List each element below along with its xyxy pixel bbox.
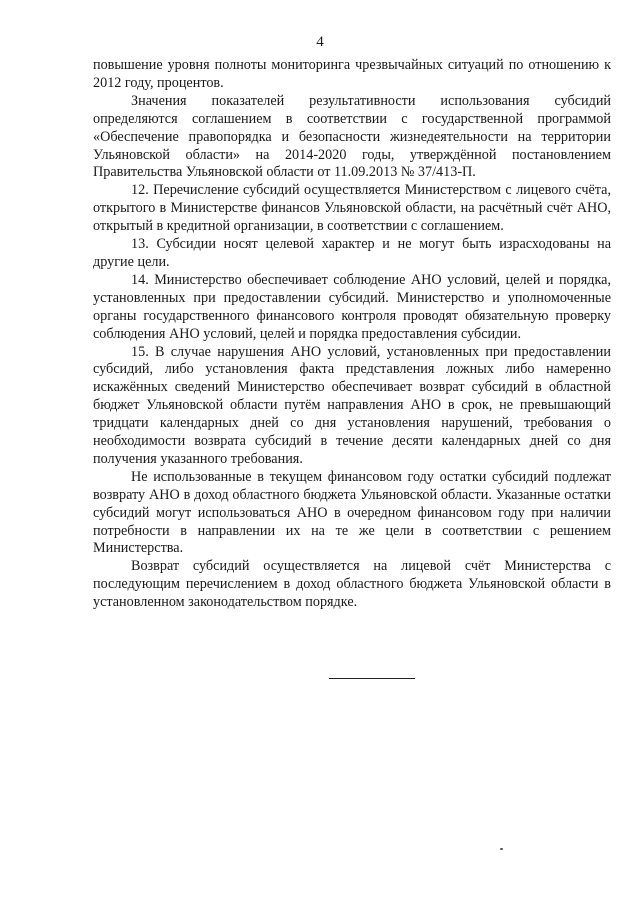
paragraph-item-12: 12. Перечисление субсидий осуществляется Министерством с лицевого счёта, открытого в Министерстве финансов Ульяновской области, на расчётный счёт АНО, открытый в кредитной организации, в соответствии с соглашением.: [93, 182, 611, 235]
paragraph-monitoring-indicator: повышение уровня полноты мониторинга чрезвычайных ситуаций по отношению к 2012 году, процентов.: [93, 57, 611, 91]
page-number: 4: [316, 34, 324, 50]
paragraph-item-14: 14. Министерство обеспечивает соблюдение АНО условий, целей и порядка, установленных при предоставлении субсидий. Министерство и уполномоченные органы государственного финансового контроля проводят обязательную проверку соблюдения АНО условий, целей и порядка предоставления субсидии.: [93, 271, 611, 342]
paragraph-item-13: 13. Субсидии носят целевой характер и не могут быть израсходованы на другие цели.: [93, 236, 611, 270]
paragraph-item-15: 15. В случае нарушения АНО условий, установленных при предоставлении субсидий, либо установления факта представления ложных либо намеренно искажённых сведений Министерство обеспечивает возврат субсидий в областной бюджет Ульяновской области путём направления АНО в срок, не превышающий тридцати календарных дней со дня установления нарушений, требования о необходимости возврата субсидий в течение десяти календарных дней со дня получения указанного требования.: [93, 343, 611, 467]
end-separator-line: [329, 678, 415, 679]
paragraph-indicator-values: Значения показателей результативности использования субсидий определяются соглашением в соответствии с государственной программой «Обеспечение правопорядка и безопасности жизнедеятельности на территории Ульяновской области» на 2014-2020 годы, утверждённой постановлением Правительства Ульяновской области от 11.09.2013 № 37/413-П.: [93, 92, 611, 181]
paragraph-refund: Возврат субсидий осуществляется на лицевой счёт Министерства с последующим перечислением в доход областного бюджета Ульяновской области в установленном законодательством порядке.: [93, 558, 611, 611]
document-body: [93, 57, 611, 612]
paragraph-unused-balances: Не использованные в текущем финансовом году остатки субсидий подлежат возврату АНО в доход областного бюджета Ульяновской области. Указанные остатки субсидий могут использоваться АНО в очередном финансовом году при наличии потребности в направлении их на те же цели в соответствии с решением Министерства.: [93, 468, 611, 557]
scan-speck: [500, 848, 503, 850]
